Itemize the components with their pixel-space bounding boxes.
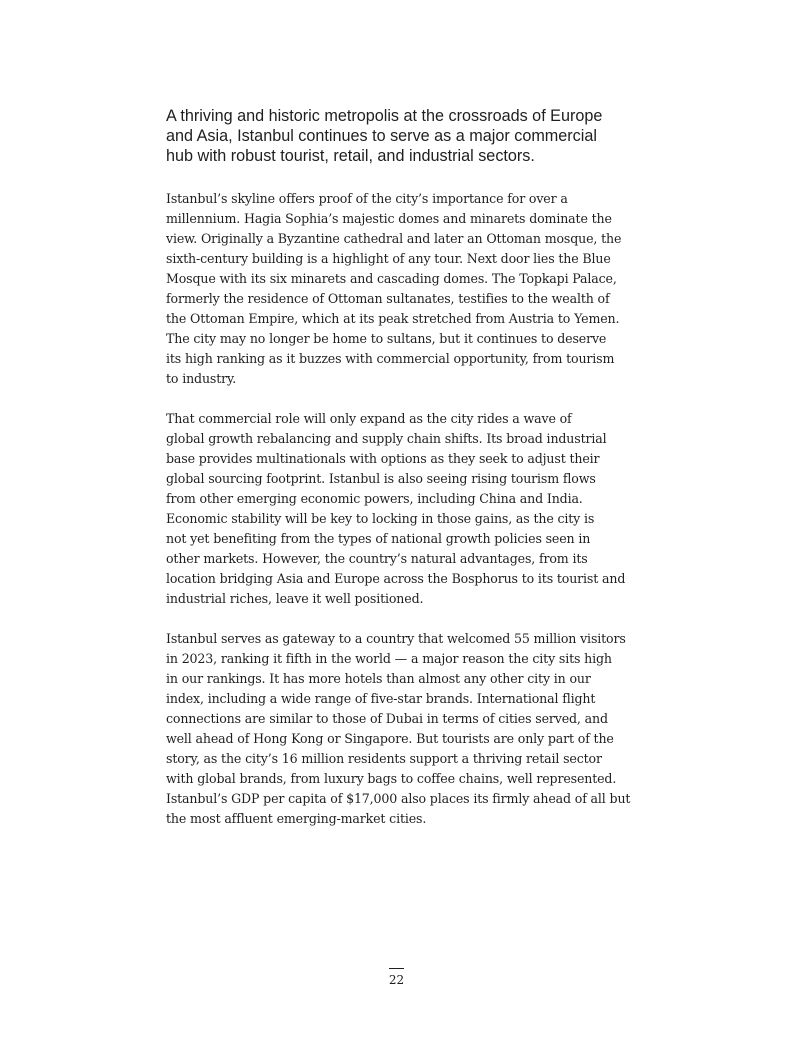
text-line: That commercial role will only expand as the city rides a wave of bbox=[166, 411, 572, 426]
lede-paragraph bbox=[166, 106, 628, 166]
text-line: Istanbul serves as gateway to a country that welcomed 55 million visitors bbox=[166, 631, 626, 646]
text-line: connections are similar to those of Dubai in terms of cities served, and bbox=[166, 711, 608, 726]
text-line: base provides multinationals with options as they seek to adjust their bbox=[166, 451, 600, 466]
text-line: index, including a wide range of five-star brands. International flight bbox=[166, 691, 596, 706]
footer-rule bbox=[389, 968, 404, 969]
text-line: Istanbul’s GDP per capita of $17,000 also places its firmly ahead of all but bbox=[166, 791, 631, 806]
body-paragraph-3 bbox=[166, 629, 631, 829]
text-line: global sourcing footprint. Istanbul is also seeing rising tourism flows bbox=[166, 471, 596, 486]
text-line: with global brands, from luxury bags to coffee chains, well represented. bbox=[166, 771, 617, 786]
text-line: its high ranking as it buzzes with commercial opportunity, from tourism bbox=[166, 351, 615, 366]
text-line: well ahead of Hong Kong or Singapore. But tourists are only part of the bbox=[166, 731, 614, 746]
body-paragraph-2 bbox=[166, 409, 628, 609]
text-line: formerly the residence of Ottoman sultanates, testifies to the wealth of bbox=[166, 291, 610, 306]
text-line: industrial riches, leave it well positioned. bbox=[166, 591, 424, 606]
text-line: story, as the city’s 16 million residents support a thriving retail sector bbox=[166, 751, 602, 766]
text-line: millennium. Hagia Sophia’s majestic domes and minarets dominate the bbox=[166, 211, 612, 226]
text-line: other markets. However, the country’s natural advantages, from its bbox=[166, 551, 588, 566]
text-line: location bridging Asia and Europe across the Bosphorus to its tourist and bbox=[166, 571, 626, 586]
text-line: sixth-century building is a highlight of any tour. Next door lies the Blue bbox=[166, 251, 611, 266]
text-line: The city may no longer be home to sultans, but it continues to deserve bbox=[166, 331, 607, 346]
text-line: Mosque with its six minarets and cascading domes. The Topkapi Palace, bbox=[166, 271, 617, 286]
text-line: the most affluent emerging-market cities. bbox=[166, 811, 427, 826]
text-line: in our rankings. It has more hotels than almost any other city in our bbox=[166, 671, 591, 686]
text-line: global growth rebalancing and supply chain shifts. Its broad industrial bbox=[166, 431, 607, 446]
text-line: to industry. bbox=[166, 371, 237, 386]
text-line: Economic stability will be key to locking in those gains, as the city is bbox=[166, 511, 595, 526]
page-number: 22 bbox=[388, 973, 405, 987]
lede-line: and Asia, Istanbul continues to serve as a major commercial bbox=[166, 127, 597, 145]
text-line: from other emerging economic powers, including China and India. bbox=[166, 491, 583, 506]
text-line: not yet benefiting from the types of national growth policies seen in bbox=[166, 531, 591, 546]
body-paragraph-1 bbox=[166, 189, 628, 389]
lede-line: hub with robust tourist, retail, and industrial sectors. bbox=[166, 147, 535, 165]
text-line: in 2023, ranking it fifth in the world — a major reason the city sits high bbox=[166, 651, 612, 666]
lede-line: A thriving and historic metropolis at the crossroads of Europe bbox=[166, 107, 603, 125]
text-line: view. Originally a Byzantine cathedral and later an Ottoman mosque, the bbox=[166, 231, 622, 246]
text-line: the Ottoman Empire, which at its peak stretched from Austria to Yemen. bbox=[166, 311, 620, 326]
article-column bbox=[166, 106, 631, 849]
page-footer bbox=[0, 968, 793, 987]
text-line: Istanbul’s skyline offers proof of the city’s importance for over a bbox=[166, 191, 568, 206]
